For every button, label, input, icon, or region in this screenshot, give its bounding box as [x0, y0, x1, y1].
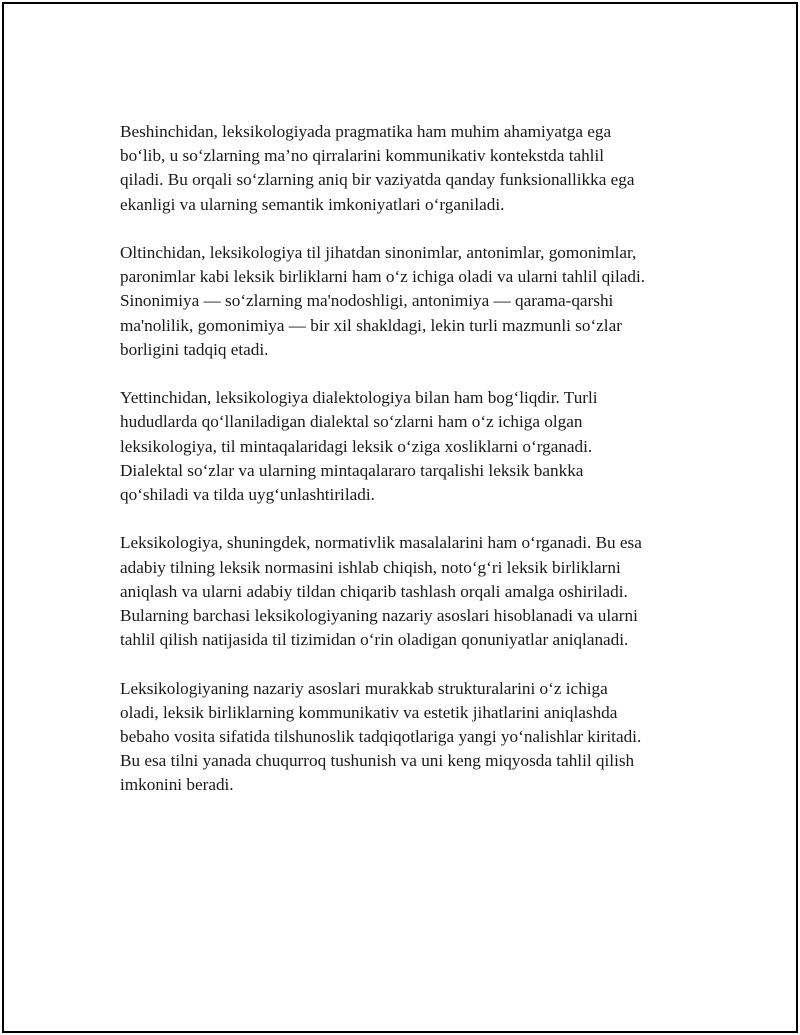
text-line: Leksikologiyaning nazariy asoslari murakkab strukturalarini o‘z ichiga: [120, 678, 608, 698]
text-line: imkonini beradi.: [120, 775, 234, 795]
text-line: Leksikologiya, shuningdek, normativlik masalalarini ham o‘rganadi. Bu esa: [120, 533, 642, 553]
paragraph-1: [120, 120, 690, 217]
text-line: Oltinchidan, leksikologiya til jihatdan sinonimlar, antonimlar, gomonimlar,: [120, 243, 637, 262]
text-line: Beshinchidan, leksikologiyada pragmatika ham muhim ahamiyatga ega: [120, 122, 612, 141]
text-line: Dialektal so‘zlar va ularning mintaqalararo tarqalishi leksik bankka: [120, 460, 584, 480]
text-line: adabiy tilning leksik normasini ishlab chiqish, noto‘g‘ri leksik birliklarni: [120, 557, 621, 577]
document-page: [2, 2, 798, 1033]
paragraph-5: [120, 677, 690, 798]
text-line: qo‘shiladi va tilda uyg‘unlashtiriladi.: [120, 485, 375, 505]
paragraph-2: [120, 241, 690, 362]
paragraph-4: [120, 531, 690, 652]
text-line: oladi, leksik birliklarning kommunikativ va estetik jihatlarini aniqlashda: [120, 702, 618, 722]
text-line: bo‘lib, u so‘zlarning ma’no qirralarini kommunikativ kontekstda tahlil: [120, 146, 605, 166]
text-line: ekanligi va ularning semantik imkoniyatlari o‘rganiladi.: [120, 194, 505, 214]
text-line: borligini tadqiq etadi.: [120, 339, 269, 359]
text-line: tahlil qilish natijasida til tizimidan o‘rin oladigan qonuniyatlar aniqlanadi.: [120, 630, 629, 650]
text-line: bebaho vosita sifatida tilshunoslik tadqiqotlariga yangi yo‘nalishlar kiritadi.: [120, 727, 642, 747]
text-line: paronimlar kabi leksik birliklarni ham o‘z ichiga oladi va ularni tahlil qiladi.: [120, 267, 646, 287]
paragraph-3: [120, 386, 690, 507]
text-line: Yettinchidan, leksikologiya dialektologiya bilan ham bog‘liqdir. Turli: [120, 388, 598, 408]
text-line: ma'nolilik, gomonimiya — bir xil shakldagi, lekin turli mazmunli so‘zlar: [120, 315, 622, 335]
text-line: leksikologiya, til mintaqalaridagi leksik o‘ziga xosliklarni o‘rganadi.: [120, 436, 593, 456]
text-line: qiladi. Bu orqali so‘zlarning aniq bir vaziyatda qanday funksionallikka ega: [120, 170, 635, 190]
text-line: aniqlash va ularni adabiy tildan chiqarib tashlash orqali amalga oshiriladi.: [120, 581, 628, 601]
text-line: hududlarda qo‘llaniladigan dialektal so‘zlarni ham o‘z ichiga olgan: [120, 412, 583, 432]
text-line: Bularning barchasi leksikologiyaning nazariy asoslari hisoblanadi va ularni: [120, 606, 638, 626]
text-line: Bu esa tilni yanada chuqurroq tushunish va uni keng miqyosda tahlil qilish: [120, 751, 635, 771]
text-line: Sinonimiya — so‘zlarning ma'nodoshligi, antonimiya — qarama-qarshi: [120, 291, 614, 311]
document-body: [120, 120, 690, 822]
